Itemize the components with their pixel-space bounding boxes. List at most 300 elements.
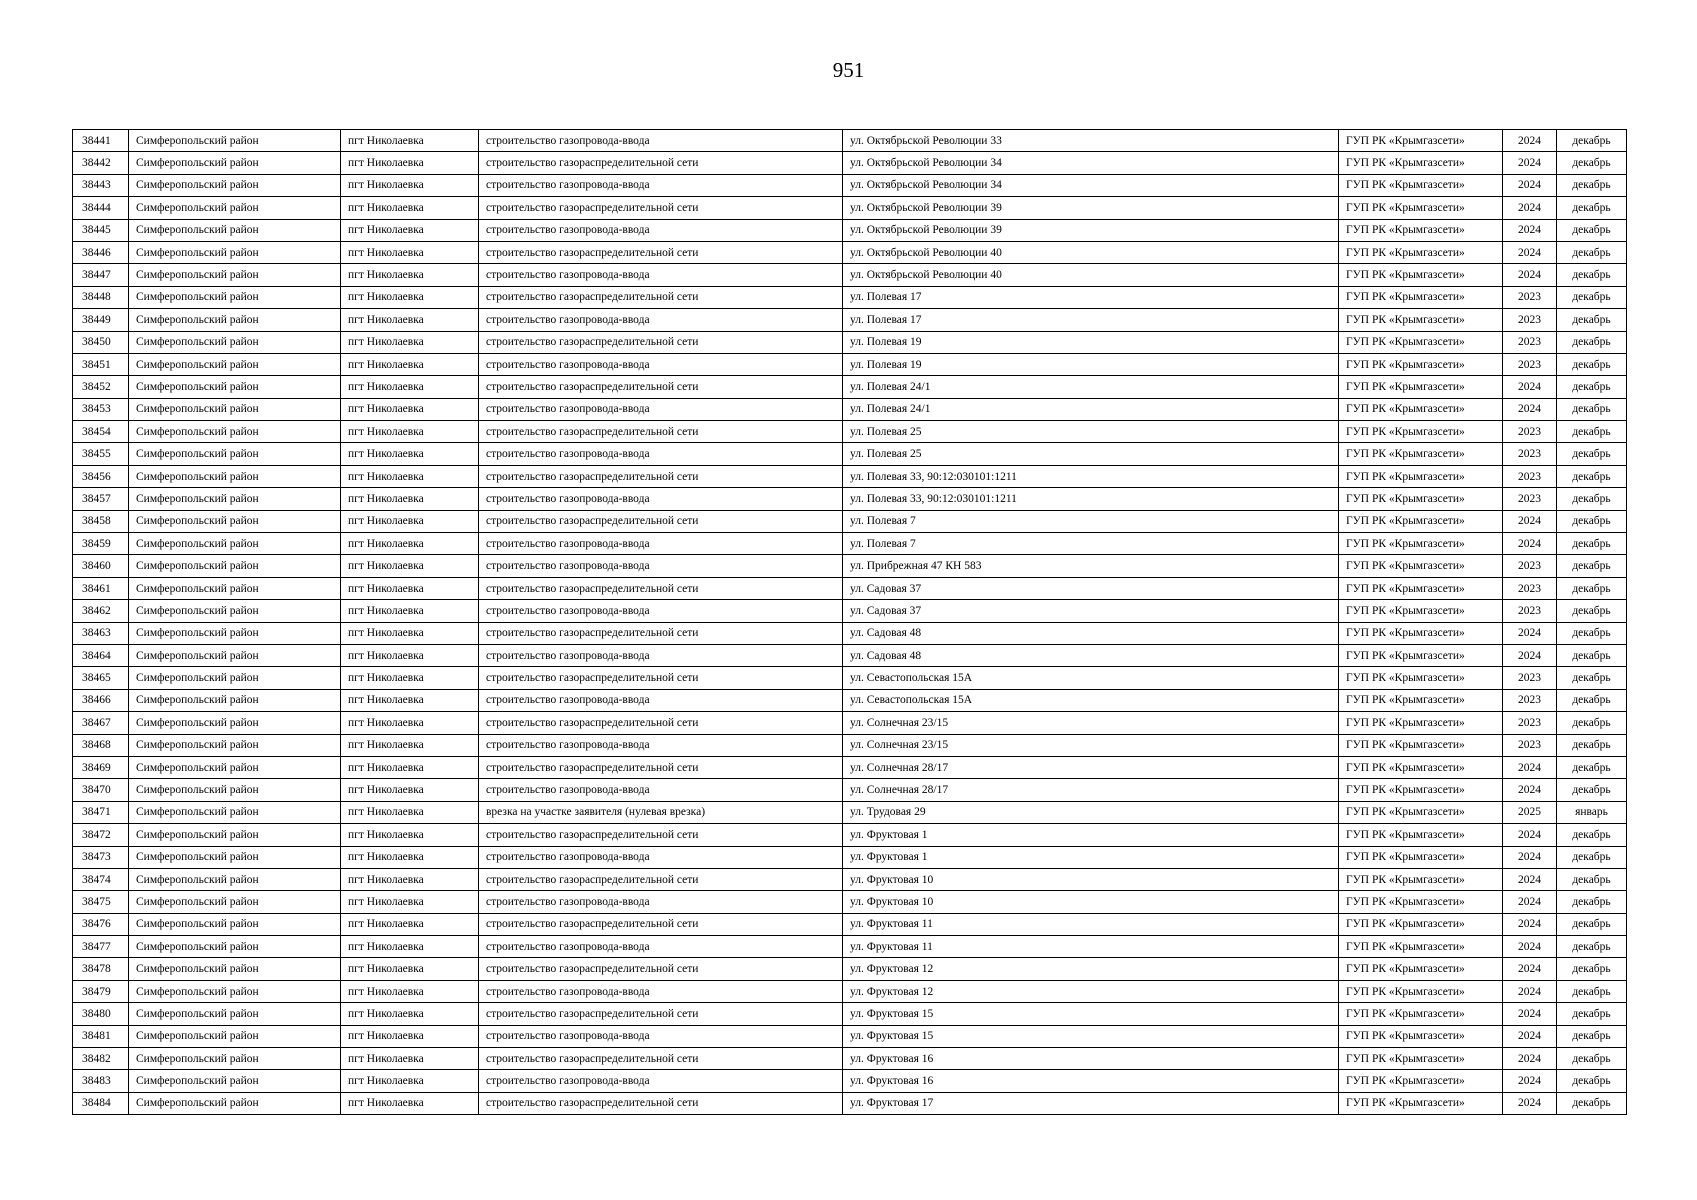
table-row (73, 398, 1627, 420)
cell-id: 38466 (73, 689, 129, 711)
cell-work: строительство газопровода-ввода (479, 600, 843, 622)
cell-id: 38473 (73, 846, 129, 868)
cell-settlement: пгт Николаевка (341, 510, 479, 532)
cell-district: Симферопольский район (129, 891, 341, 913)
table-row (73, 577, 1627, 599)
table-row (73, 353, 1627, 375)
cell-settlement: пгт Николаевка (341, 846, 479, 868)
cell-district: Симферопольский район (129, 130, 341, 152)
cell-year: 2024 (1503, 152, 1557, 174)
cell-work: строительство газораспределительной сети (479, 1003, 843, 1025)
cell-work: строительство газораспределительной сети (479, 756, 843, 778)
cell-settlement: пгт Николаевка (341, 1070, 479, 1092)
cell-work: строительство газопровода-ввода (479, 1070, 843, 1092)
cell-work: строительство газораспределительной сети (479, 421, 843, 443)
cell-year: 2023 (1503, 488, 1557, 510)
cell-id: 38480 (73, 1003, 129, 1025)
table-row (73, 1070, 1627, 1092)
cell-district: Симферопольский район (129, 936, 341, 958)
cell-id: 38475 (73, 891, 129, 913)
cell-id: 38455 (73, 443, 129, 465)
cell-year: 2024 (1503, 376, 1557, 398)
cell-district: Симферопольский район (129, 555, 341, 577)
cell-id: 38456 (73, 465, 129, 487)
table-row (73, 331, 1627, 353)
cell-address: ул. Октябрьской Революции 33 (843, 130, 1339, 152)
cell-month: декабрь (1557, 555, 1627, 577)
cell-year: 2024 (1503, 264, 1557, 286)
cell-district: Симферопольский район (129, 600, 341, 622)
cell-month: декабрь (1557, 644, 1627, 666)
cell-work: строительство газопровода-ввода (479, 846, 843, 868)
cell-address: ул. Полевая 25 (843, 421, 1339, 443)
cell-organization: ГУП РК «Крымгазсети» (1339, 510, 1503, 532)
table-row (73, 555, 1627, 577)
cell-organization: ГУП РК «Крымгазсети» (1339, 264, 1503, 286)
cell-work: строительство газопровода-ввода (479, 443, 843, 465)
table-row (73, 891, 1627, 913)
cell-year: 2024 (1503, 174, 1557, 196)
cell-year: 2025 (1503, 801, 1557, 823)
cell-organization: ГУП РК «Крымгазсети» (1339, 779, 1503, 801)
cell-settlement: пгт Николаевка (341, 555, 479, 577)
cell-district: Симферопольский район (129, 913, 341, 935)
cell-month: декабрь (1557, 958, 1627, 980)
cell-address: ул. Фруктовая 12 (843, 980, 1339, 1002)
cell-settlement: пгт Николаевка (341, 622, 479, 644)
cell-organization: ГУП РК «Крымгазсети» (1339, 465, 1503, 487)
cell-address: ул. Фруктовая 10 (843, 868, 1339, 890)
cell-address: ул. Октябрьской Революции 39 (843, 219, 1339, 241)
cell-settlement: пгт Николаевка (341, 309, 479, 331)
cell-month: декабрь (1557, 286, 1627, 308)
cell-settlement: пгт Николаевка (341, 421, 479, 443)
cell-address: ул. Фруктовая 15 (843, 1003, 1339, 1025)
cell-organization: ГУП РК «Крымгазсети» (1339, 130, 1503, 152)
cell-address: ул. Фруктовая 1 (843, 846, 1339, 868)
table-row (73, 980, 1627, 1002)
cell-organization: ГУП РК «Крымгазсети» (1339, 309, 1503, 331)
cell-settlement: пгт Николаевка (341, 1048, 479, 1070)
cell-id: 38478 (73, 958, 129, 980)
cell-organization: ГУП РК «Крымгазсети» (1339, 174, 1503, 196)
cell-address: ул. Полевая 24/1 (843, 398, 1339, 420)
cell-id: 38476 (73, 913, 129, 935)
cell-address: ул. Севастопольская 15А (843, 667, 1339, 689)
cell-organization: ГУП РК «Крымгазсети» (1339, 712, 1503, 734)
cell-work: строительство газопровода-ввода (479, 398, 843, 420)
cell-month: декабрь (1557, 1048, 1627, 1070)
cell-settlement: пгт Николаевка (341, 980, 479, 1002)
cell-id: 38446 (73, 241, 129, 263)
cell-work: строительство газораспределительной сети (479, 1092, 843, 1114)
cell-month: декабрь (1557, 1003, 1627, 1025)
cell-id: 38452 (73, 376, 129, 398)
cell-settlement: пгт Николаевка (341, 376, 479, 398)
cell-organization: ГУП РК «Крымгазсети» (1339, 1048, 1503, 1070)
cell-settlement: пгт Николаевка (341, 1025, 479, 1047)
cell-year: 2024 (1503, 644, 1557, 666)
cell-district: Симферопольский район (129, 264, 341, 286)
cell-month: декабрь (1557, 1070, 1627, 1092)
cell-address: ул. Солнечная 28/17 (843, 756, 1339, 778)
cell-work: строительство газораспределительной сети (479, 577, 843, 599)
cell-address: ул. Полевая 19 (843, 331, 1339, 353)
cell-address: ул. Садовая 48 (843, 644, 1339, 666)
cell-settlement: пгт Николаевка (341, 734, 479, 756)
table-row (73, 309, 1627, 331)
cell-work: строительство газораспределительной сети (479, 913, 843, 935)
cell-address: ул. Садовая 48 (843, 622, 1339, 644)
cell-settlement: пгт Николаевка (341, 286, 479, 308)
cell-month: декабрь (1557, 689, 1627, 711)
cell-organization: ГУП РК «Крымгазсети» (1339, 219, 1503, 241)
cell-work: строительство газопровода-ввода (479, 488, 843, 510)
cell-organization: ГУП РК «Крымгазсети» (1339, 555, 1503, 577)
table-row (73, 421, 1627, 443)
cell-month: декабрь (1557, 600, 1627, 622)
table-row (73, 734, 1627, 756)
cell-id: 38471 (73, 801, 129, 823)
cell-month: декабрь (1557, 779, 1627, 801)
cell-year: 2024 (1503, 980, 1557, 1002)
cell-address: ул. Севастопольская 15А (843, 689, 1339, 711)
cell-address: ул. Октябрьской Революции 34 (843, 152, 1339, 174)
table-row (73, 913, 1627, 935)
cell-work: строительство газопровода-ввода (479, 980, 843, 1002)
cell-id: 38477 (73, 936, 129, 958)
table-row (73, 264, 1627, 286)
cell-year: 2023 (1503, 421, 1557, 443)
cell-work: строительство газопровода-ввода (479, 1025, 843, 1047)
cell-month: декабрь (1557, 353, 1627, 375)
cell-id: 38444 (73, 197, 129, 219)
cell-settlement: пгт Николаевка (341, 443, 479, 465)
cell-work: строительство газораспределительной сети (479, 824, 843, 846)
cell-id: 38459 (73, 533, 129, 555)
registry-table-body (73, 130, 1627, 1115)
cell-settlement: пгт Николаевка (341, 689, 479, 711)
cell-month: декабрь (1557, 936, 1627, 958)
cell-district: Симферопольский район (129, 510, 341, 532)
cell-year: 2023 (1503, 667, 1557, 689)
cell-id: 38457 (73, 488, 129, 510)
cell-address: ул. Полевая 7 (843, 510, 1339, 532)
cell-month: декабрь (1557, 846, 1627, 868)
cell-id: 38447 (73, 264, 129, 286)
cell-organization: ГУП РК «Крымгазсети» (1339, 353, 1503, 375)
cell-settlement: пгт Николаевка (341, 756, 479, 778)
cell-year: 2024 (1503, 1048, 1557, 1070)
cell-year: 2024 (1503, 756, 1557, 778)
cell-settlement: пгт Николаевка (341, 264, 479, 286)
cell-id: 38443 (73, 174, 129, 196)
cell-id: 38468 (73, 734, 129, 756)
table-row (73, 622, 1627, 644)
cell-address: ул. Фруктовая 10 (843, 891, 1339, 913)
cell-district: Симферопольский район (129, 1070, 341, 1092)
table-row (73, 756, 1627, 778)
cell-district: Симферопольский район (129, 824, 341, 846)
cell-district: Симферопольский район (129, 779, 341, 801)
cell-work: строительство газораспределительной сети (479, 197, 843, 219)
cell-work: строительство газораспределительной сети (479, 667, 843, 689)
cell-work: строительство газопровода-ввода (479, 533, 843, 555)
cell-id: 38451 (73, 353, 129, 375)
cell-address: ул. Прибрежная 47 КН 583 (843, 555, 1339, 577)
cell-district: Симферопольский район (129, 197, 341, 219)
cell-year: 2024 (1503, 936, 1557, 958)
cell-district: Симферопольский район (129, 376, 341, 398)
cell-year: 2024 (1503, 241, 1557, 263)
cell-address: ул. Полевая 25 (843, 443, 1339, 465)
cell-id: 38479 (73, 980, 129, 1002)
cell-address: ул. Фруктовая 11 (843, 913, 1339, 935)
table-row (73, 130, 1627, 152)
cell-district: Симферопольский район (129, 533, 341, 555)
cell-month: декабрь (1557, 577, 1627, 599)
table-row (73, 824, 1627, 846)
cell-id: 38469 (73, 756, 129, 778)
cell-year: 2024 (1503, 197, 1557, 219)
cell-id: 38474 (73, 868, 129, 890)
cell-organization: ГУП РК «Крымгазсети» (1339, 241, 1503, 263)
cell-month: декабрь (1557, 152, 1627, 174)
cell-organization: ГУП РК «Крымгазсети» (1339, 600, 1503, 622)
cell-address: ул. Полевая 24/1 (843, 376, 1339, 398)
cell-year: 2023 (1503, 600, 1557, 622)
table-row (73, 779, 1627, 801)
table-row (73, 600, 1627, 622)
cell-month: декабрь (1557, 488, 1627, 510)
cell-year: 2023 (1503, 555, 1557, 577)
cell-month: декабрь (1557, 980, 1627, 1002)
cell-year: 2024 (1503, 130, 1557, 152)
cell-settlement: пгт Николаевка (341, 779, 479, 801)
cell-settlement: пгт Николаевка (341, 398, 479, 420)
cell-year: 2023 (1503, 309, 1557, 331)
cell-settlement: пгт Николаевка (341, 241, 479, 263)
cell-id: 38454 (73, 421, 129, 443)
cell-id: 38460 (73, 555, 129, 577)
cell-work: строительство газопровода-ввода (479, 936, 843, 958)
cell-organization: ГУП РК «Крымгазсети» (1339, 1003, 1503, 1025)
cell-address: ул. Фруктовая 12 (843, 958, 1339, 980)
cell-district: Симферопольский район (129, 353, 341, 375)
table-row (73, 197, 1627, 219)
cell-year: 2023 (1503, 577, 1557, 599)
cell-organization: ГУП РК «Крымгазсети» (1339, 891, 1503, 913)
cell-id: 38472 (73, 824, 129, 846)
cell-month: декабрь (1557, 868, 1627, 890)
cell-organization: ГУП РК «Крымгазсети» (1339, 689, 1503, 711)
cell-year: 2023 (1503, 331, 1557, 353)
cell-id: 38450 (73, 331, 129, 353)
cell-year: 2023 (1503, 465, 1557, 487)
cell-id: 38462 (73, 600, 129, 622)
cell-district: Симферопольский район (129, 398, 341, 420)
table-row (73, 241, 1627, 263)
cell-organization: ГУП РК «Крымгазсети» (1339, 846, 1503, 868)
cell-settlement: пгт Николаевка (341, 174, 479, 196)
cell-id: 38467 (73, 712, 129, 734)
cell-settlement: пгт Николаевка (341, 219, 479, 241)
cell-address: ул. Садовая 37 (843, 600, 1339, 622)
cell-organization: ГУП РК «Крымгазсети» (1339, 958, 1503, 980)
cell-district: Симферопольский район (129, 712, 341, 734)
cell-year: 2024 (1503, 913, 1557, 935)
cell-month: декабрь (1557, 174, 1627, 196)
cell-work: строительство газораспределительной сети (479, 331, 843, 353)
cell-month: декабрь (1557, 465, 1627, 487)
cell-work: строительство газораспределительной сети (479, 152, 843, 174)
cell-work: строительство газопровода-ввода (479, 779, 843, 801)
cell-organization: ГУП РК «Крымгазсети» (1339, 376, 1503, 398)
cell-settlement: пгт Николаевка (341, 465, 479, 487)
cell-month: декабрь (1557, 398, 1627, 420)
cell-address: ул. Фруктовая 16 (843, 1070, 1339, 1092)
cell-organization: ГУП РК «Крымгазсети» (1339, 980, 1503, 1002)
cell-district: Симферопольский район (129, 958, 341, 980)
cell-settlement: пгт Николаевка (341, 712, 479, 734)
cell-district: Симферопольский район (129, 1025, 341, 1047)
cell-work: строительство газораспределительной сети (479, 286, 843, 308)
cell-organization: ГУП РК «Крымгазсети» (1339, 913, 1503, 935)
cell-month: декабрь (1557, 443, 1627, 465)
cell-id: 38465 (73, 667, 129, 689)
cell-month: декабрь (1557, 130, 1627, 152)
cell-work: строительство газораспределительной сети (479, 465, 843, 487)
cell-year: 2024 (1503, 824, 1557, 846)
cell-organization: ГУП РК «Крымгазсети» (1339, 398, 1503, 420)
table-row (73, 712, 1627, 734)
cell-month: декабрь (1557, 241, 1627, 263)
cell-month: декабрь (1557, 712, 1627, 734)
cell-month: декабрь (1557, 667, 1627, 689)
cell-year: 2024 (1503, 533, 1557, 555)
cell-id: 38449 (73, 309, 129, 331)
cell-work: строительство газопровода-ввода (479, 309, 843, 331)
cell-work: строительство газопровода-ввода (479, 891, 843, 913)
cell-work: строительство газопровода-ввода (479, 219, 843, 241)
cell-id: 38481 (73, 1025, 129, 1047)
cell-work: строительство газопровода-ввода (479, 353, 843, 375)
cell-year: 2024 (1503, 868, 1557, 890)
table-row (73, 488, 1627, 510)
cell-work: строительство газораспределительной сети (479, 241, 843, 263)
cell-year: 2024 (1503, 958, 1557, 980)
cell-address: ул. Фруктовая 17 (843, 1092, 1339, 1114)
cell-address: ул. Октябрьской Революции 40 (843, 264, 1339, 286)
cell-address: ул. Полевая 33, 90:12:030101:1211 (843, 488, 1339, 510)
cell-work: строительство газораспределительной сети (479, 510, 843, 532)
cell-organization: ГУП РК «Крымгазсети» (1339, 622, 1503, 644)
cell-district: Симферопольский район (129, 980, 341, 1002)
table-row (73, 689, 1627, 711)
cell-settlement: пгт Николаевка (341, 353, 479, 375)
cell-id: 38464 (73, 644, 129, 666)
cell-district: Симферопольский район (129, 488, 341, 510)
cell-id: 38470 (73, 779, 129, 801)
cell-settlement: пгт Николаевка (341, 1092, 479, 1114)
cell-organization: ГУП РК «Крымгазсети» (1339, 286, 1503, 308)
cell-address: ул. Фруктовая 15 (843, 1025, 1339, 1047)
cell-month: декабрь (1557, 309, 1627, 331)
cell-settlement: пгт Николаевка (341, 667, 479, 689)
cell-settlement: пгт Николаевка (341, 577, 479, 599)
cell-id: 38483 (73, 1070, 129, 1092)
cell-month: декабрь (1557, 376, 1627, 398)
cell-organization: ГУП РК «Крымгазсети» (1339, 756, 1503, 778)
cell-id: 38484 (73, 1092, 129, 1114)
table-row (73, 846, 1627, 868)
cell-year: 2024 (1503, 510, 1557, 532)
cell-work: строительство газораспределительной сети (479, 958, 843, 980)
table-row (73, 801, 1627, 823)
table-row (73, 868, 1627, 890)
cell-address: ул. Октябрьской Революции 40 (843, 241, 1339, 263)
cell-month: декабрь (1557, 219, 1627, 241)
cell-year: 2023 (1503, 286, 1557, 308)
cell-address: ул. Солнечная 28/17 (843, 779, 1339, 801)
cell-year: 2024 (1503, 779, 1557, 801)
cell-organization: ГУП РК «Крымгазсети» (1339, 577, 1503, 599)
cell-work: строительство газопровода-ввода (479, 689, 843, 711)
cell-id: 38461 (73, 577, 129, 599)
table-row (73, 174, 1627, 196)
table-row (73, 443, 1627, 465)
cell-organization: ГУП РК «Крымгазсети» (1339, 824, 1503, 846)
table-row (73, 1025, 1627, 1047)
cell-work: строительство газораспределительной сети (479, 868, 843, 890)
cell-district: Симферопольский район (129, 331, 341, 353)
cell-district: Симферопольский район (129, 309, 341, 331)
cell-year: 2023 (1503, 353, 1557, 375)
cell-id: 38442 (73, 152, 129, 174)
cell-month: декабрь (1557, 197, 1627, 219)
cell-year: 2024 (1503, 1003, 1557, 1025)
cell-year: 2023 (1503, 712, 1557, 734)
cell-address: ул. Полевая 17 (843, 286, 1339, 308)
cell-id: 38482 (73, 1048, 129, 1070)
cell-district: Симферопольский район (129, 443, 341, 465)
cell-work: строительство газопровода-ввода (479, 130, 843, 152)
cell-address: ул. Солнечная 23/15 (843, 712, 1339, 734)
cell-settlement: пгт Николаевка (341, 130, 479, 152)
cell-settlement: пгт Николаевка (341, 533, 479, 555)
cell-work: строительство газораспределительной сети (479, 712, 843, 734)
cell-year: 2024 (1503, 1025, 1557, 1047)
cell-month: декабрь (1557, 510, 1627, 532)
cell-month: декабрь (1557, 421, 1627, 443)
cell-settlement: пгт Николаевка (341, 958, 479, 980)
cell-district: Симферопольский район (129, 421, 341, 443)
cell-organization: ГУП РК «Крымгазсети» (1339, 734, 1503, 756)
cell-organization: ГУП РК «Крымгазсети» (1339, 152, 1503, 174)
table-row (73, 219, 1627, 241)
cell-settlement: пгт Николаевка (341, 936, 479, 958)
cell-address: ул. Полевая 7 (843, 533, 1339, 555)
cell-month: декабрь (1557, 1092, 1627, 1114)
cell-settlement: пгт Николаевка (341, 1003, 479, 1025)
cell-month: декабрь (1557, 533, 1627, 555)
cell-district: Симферопольский район (129, 644, 341, 666)
cell-settlement: пгт Николаевка (341, 868, 479, 890)
cell-address: ул. Фруктовая 16 (843, 1048, 1339, 1070)
cell-organization: ГУП РК «Крымгазсети» (1339, 1092, 1503, 1114)
cell-settlement: пгт Николаевка (341, 152, 479, 174)
cell-organization: ГУП РК «Крымгазсети» (1339, 801, 1503, 823)
